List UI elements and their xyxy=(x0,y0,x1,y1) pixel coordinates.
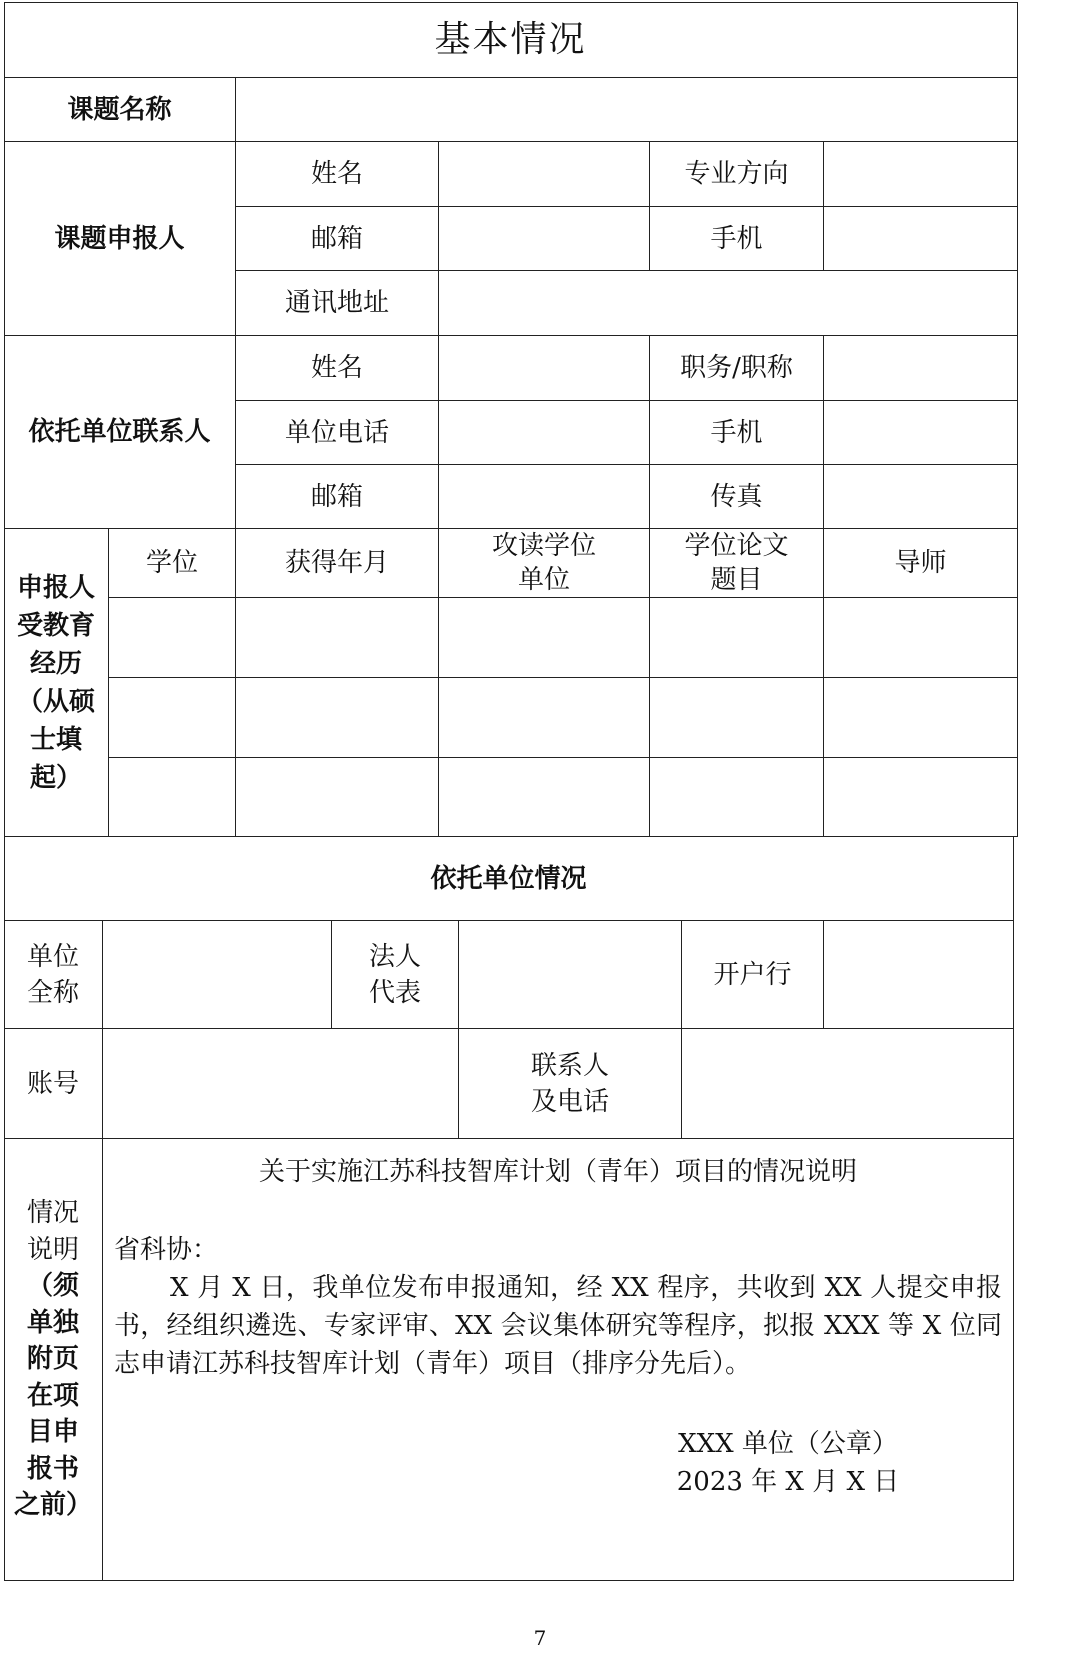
education-row-1-institution[interactable] xyxy=(439,598,650,678)
contact-label: 依托单位联系人 xyxy=(4,336,236,529)
applicant-email-label: 邮箱 xyxy=(236,207,439,271)
applicant-address-value[interactable] xyxy=(439,271,1018,336)
education-label-line: 起） xyxy=(29,762,82,793)
education-header-institution xyxy=(439,529,650,598)
statement-label-line: 附页 xyxy=(26,1344,79,1375)
contact-name-value[interactable] xyxy=(439,336,650,401)
education-row-1-advisor[interactable] xyxy=(824,598,1018,678)
education-header-institution-line: 攻读学位 xyxy=(491,531,596,561)
unit-fullname-value[interactable] xyxy=(103,921,332,1029)
applicant-label: 课题申报人 xyxy=(4,142,236,336)
education-label-line: 士填 xyxy=(29,724,82,755)
education-row-3-degree[interactable] xyxy=(109,758,236,837)
project-name-label: 课题名称 xyxy=(4,78,236,142)
unit-bank-value[interactable] xyxy=(824,921,1014,1029)
contact-email-label: 邮箱 xyxy=(236,465,439,529)
statement-greeting: 省科协： xyxy=(114,1235,219,1265)
unit-legal-rep-label-line: 法人 xyxy=(368,941,421,972)
education-header-degree: 学位 xyxy=(109,529,236,598)
statement-label-line: 之前） xyxy=(13,1490,92,1521)
statement-title: 关于实施江苏科技智库计划（青年）项目的情况说明 xyxy=(258,1157,857,1187)
statement-content xyxy=(108,1139,1008,1581)
statement-label-line: 情况 xyxy=(26,1198,79,1229)
unit-account-value[interactable] xyxy=(103,1029,459,1139)
statement-body: X 月 X 日，我单位发布申报通知，经 XX 程序，共收到 XX 人提交申报书，经组织遴选、专家评审、XX 会议集体研究等程序，拟报 XXX 等 X 位同志申请江苏科技智库计划（青年）项目（排序分先后）。 xyxy=(114,1273,1002,1379)
applicant-major-value[interactable] xyxy=(824,142,1018,207)
education-label-line: 申报人 xyxy=(16,572,95,603)
unit-contact-phone-label-line: 联系人 xyxy=(530,1050,609,1081)
contact-fax-label: 传真 xyxy=(650,465,824,529)
contact-email-value[interactable] xyxy=(439,465,650,529)
education-row-3-date[interactable] xyxy=(236,758,439,837)
education-row-2-date[interactable] xyxy=(236,678,439,758)
education-header-thesis-line: 题目 xyxy=(710,565,763,595)
education-row-1-thesis[interactable] xyxy=(650,598,824,678)
education-row-3-institution[interactable] xyxy=(439,758,650,837)
education-header-institution-line: 单位 xyxy=(517,565,570,595)
statement-label-line: 单独 xyxy=(26,1307,79,1338)
education-row-3-thesis[interactable] xyxy=(650,758,824,837)
education-row-2-degree[interactable] xyxy=(109,678,236,758)
education-row-2-thesis[interactable] xyxy=(650,678,824,758)
unit-legal-rep-label-line: 代表 xyxy=(368,977,421,1008)
applicant-mobile-value[interactable] xyxy=(824,207,1018,271)
applicant-name-value[interactable] xyxy=(439,142,650,207)
contact-title-value[interactable] xyxy=(824,336,1018,401)
statement-sign-date: 2023 年 X 月 X 日 xyxy=(676,1467,900,1497)
statement-label-line: 在项 xyxy=(26,1380,79,1411)
education-header-thesis xyxy=(650,529,824,598)
statement-label-line: 目申 xyxy=(26,1417,79,1448)
statement-signature xyxy=(628,1425,948,1501)
unit-contact-phone-value[interactable] xyxy=(682,1029,1014,1139)
education-header-advisor: 导师 xyxy=(824,529,1018,598)
unit-contact-phone-label xyxy=(459,1029,682,1139)
education-row-1-date[interactable] xyxy=(236,598,439,678)
education-row-2-advisor[interactable] xyxy=(824,678,1018,758)
contact-name-label: 姓名 xyxy=(236,336,439,401)
education-label-line: （从硕 xyxy=(16,686,95,717)
contact-fax-value[interactable] xyxy=(824,465,1018,529)
education-label xyxy=(4,529,109,837)
education-label-line: 受教育 xyxy=(16,610,95,641)
statement-label-line: 说明 xyxy=(26,1234,79,1265)
statement-label xyxy=(4,1139,103,1581)
contact-mobile-value[interactable] xyxy=(824,401,1018,465)
unit-fullname-label-line: 单位 xyxy=(26,941,79,972)
unit-fullname-label xyxy=(4,921,103,1029)
education-row-2-institution[interactable] xyxy=(439,678,650,758)
education-row-3-advisor[interactable] xyxy=(824,758,1018,837)
contact-phone-value[interactable] xyxy=(439,401,650,465)
unit-legal-rep-label xyxy=(332,921,459,1029)
project-name-value[interactable] xyxy=(236,78,1018,142)
unit-legal-rep-value[interactable] xyxy=(459,921,682,1029)
section-title-basic: 基本情况 xyxy=(4,2,1018,78)
page-number: 7 xyxy=(533,1626,547,1650)
contact-title-label: 职务/职称 xyxy=(650,336,824,401)
unit-fullname-label-line: 全称 xyxy=(26,977,79,1008)
unit-contact-phone-label-line: 及电话 xyxy=(530,1086,609,1117)
statement-label-line: （须 xyxy=(26,1271,79,1302)
contact-phone-label: 单位电话 xyxy=(236,401,439,465)
unit-account-label: 账号 xyxy=(4,1029,103,1139)
section-title-unit: 依托单位情况 xyxy=(4,837,1014,921)
statement-label-line: 报书 xyxy=(26,1453,79,1484)
applicant-email-value[interactable] xyxy=(439,207,650,271)
applicant-name-label: 姓名 xyxy=(236,142,439,207)
education-row-1-degree[interactable] xyxy=(109,598,236,678)
education-label-line: 经历 xyxy=(29,648,82,679)
applicant-mobile-label: 手机 xyxy=(650,207,824,271)
applicant-major-label: 专业方向 xyxy=(650,142,824,207)
statement-sign-unit: XXX 单位（公章） xyxy=(678,1429,898,1459)
education-header-thesis-line: 学位论文 xyxy=(684,531,789,561)
education-header-date: 获得年月 xyxy=(236,529,439,598)
applicant-address-label: 通讯地址 xyxy=(236,271,439,336)
contact-mobile-label: 手机 xyxy=(650,401,824,465)
unit-bank-label: 开户行 xyxy=(682,921,824,1029)
